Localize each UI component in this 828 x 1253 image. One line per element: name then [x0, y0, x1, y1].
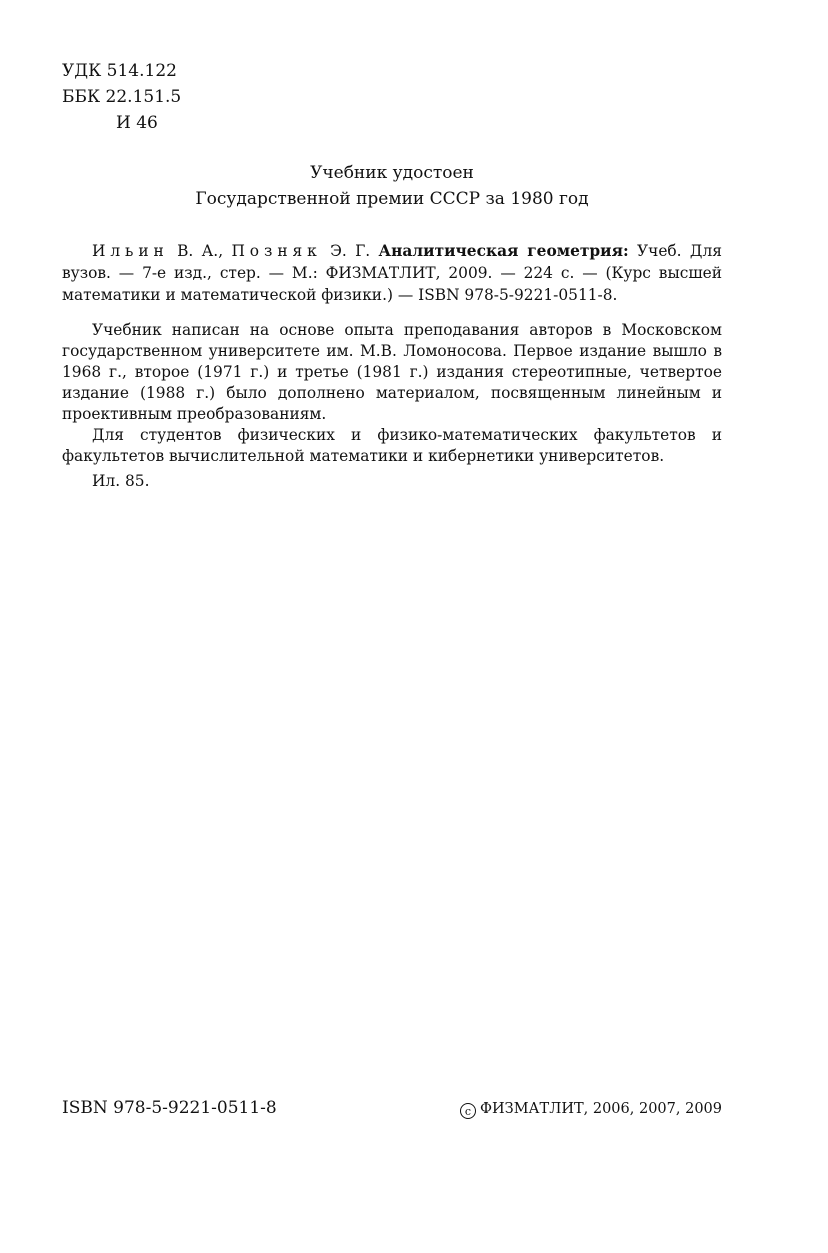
award-notice	[62, 160, 722, 212]
udk-code: УДК 514.122	[62, 61, 177, 81]
award-line-2: Государственной премии СССР за 1980 год	[195, 189, 589, 209]
annotation-paragraph-1: Учебник написан на основе опыта преподавания авторов в Московском государственном университете им. М.В. Ломоносова. Первое издание вышло в 1968 г., второе (1971 г.) и третье (1981 г.) издания стереотипные, четвертое издание (1988 г.) было дополнено материалом, посвященным линейным и проективным преобразованиям.	[62, 321, 722, 423]
author-2-initials: Э. Г.	[330, 242, 371, 260]
bibliographic-entry	[62, 240, 722, 306]
footer-isbn: ISBN 978-5-9221-0511-8	[62, 1098, 277, 1118]
author-1-surname: Ильин	[92, 242, 169, 260]
illustrations-count: Ил. 85.	[92, 472, 150, 490]
author-2-surname: Позняк	[231, 242, 322, 260]
award-line-1: Учебник удостоен	[310, 163, 474, 183]
copyright-text: ФИЗМАТЛИТ, 2006, 2007, 2009	[480, 1101, 722, 1117]
book-title: Аналитическая геометрия:	[378, 242, 629, 260]
copyright-icon: c	[460, 1103, 476, 1119]
author-mark: И 46	[116, 113, 158, 133]
bbk-code: ББК 22.151.5	[62, 87, 182, 107]
author-1-initials: В. А.,	[177, 242, 224, 260]
classification-block	[62, 58, 181, 136]
footer-copyright	[460, 1098, 722, 1120]
annotation	[62, 320, 722, 492]
annotation-paragraph-2: Для студентов физических и физико-математических факультетов и факультетов вычислительной математики и кибернетики университетов.	[62, 426, 722, 465]
bibliographic-details: Учеб. Для вузов. — 7-е изд., стер. — М.: ФИЗМАТЛИТ, 2009. — 224 с. — (Курс высшей математики и математической физики.) — ISBN 978-5-9221-0511-8.	[62, 242, 722, 304]
